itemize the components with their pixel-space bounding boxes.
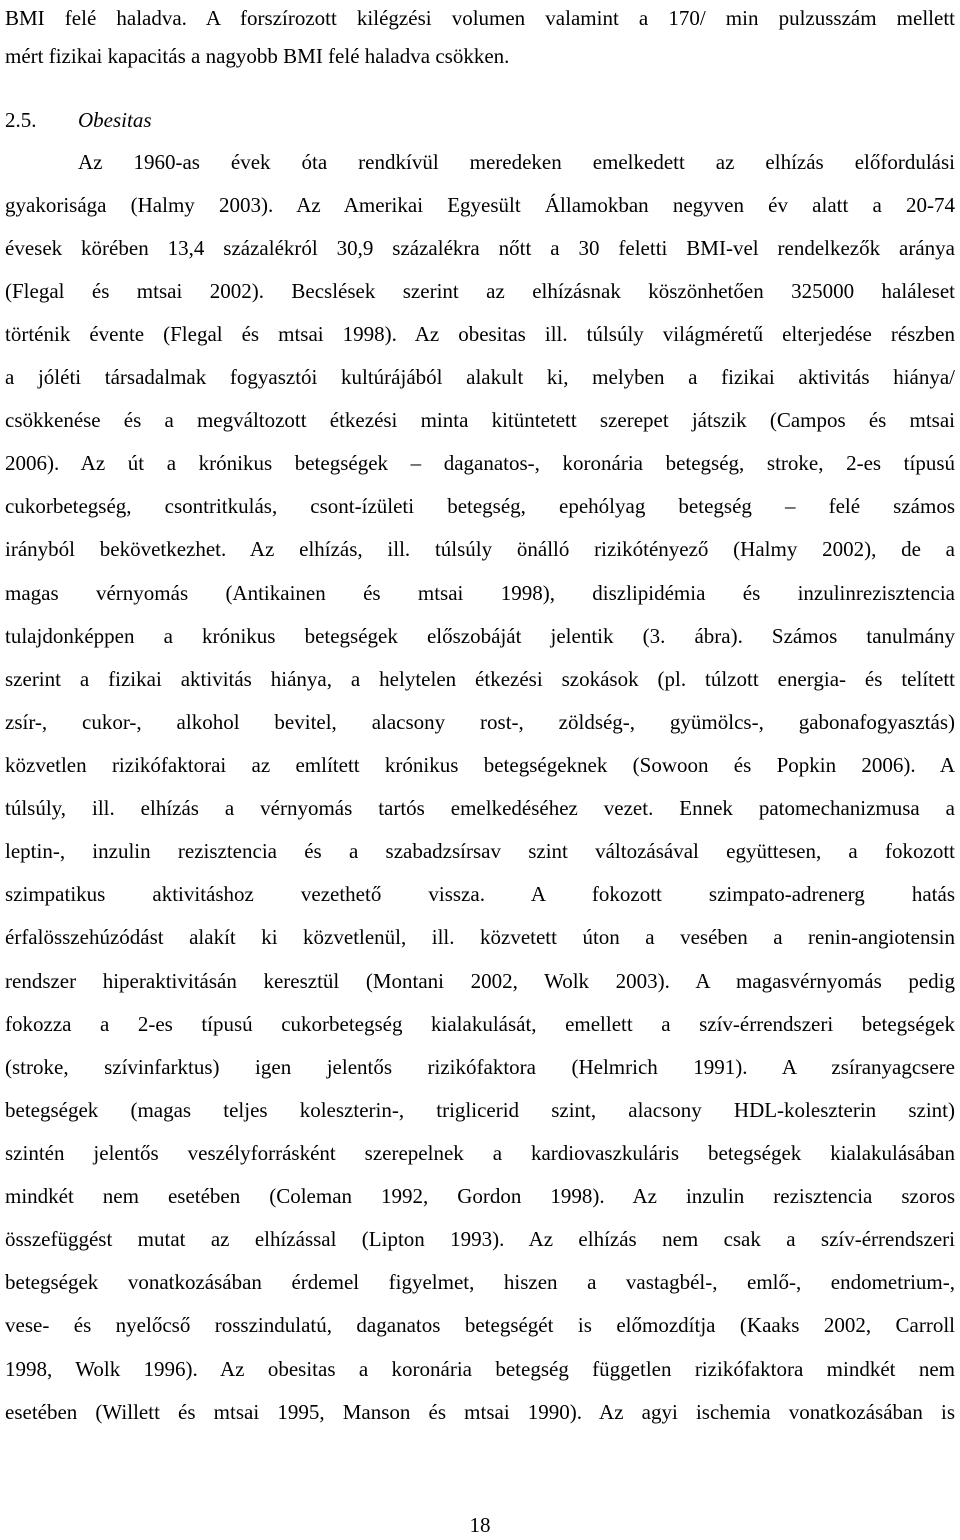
paragraph-line: 1998, Wolk 1996). Az obesitas a koronária betegség független rizikófaktora mindkét nem <box>5 1357 955 1381</box>
paragraph-line: érfalösszehúzódást alakít ki közvetlenül, ill. közvetett úton a vesében a renin-angiotensin <box>5 925 955 949</box>
paragraph-line: cukorbetegség, csontritkulás, csont-ízületi betegség, epehólyag betegség – felé számos <box>5 494 955 518</box>
paragraph-line: (stroke, szívinfarktus) igen jelentős rizikófaktora (Helmrich 1991). A zsíranyagcsere <box>5 1055 955 1079</box>
paragraph-line: leptin-, inzulin rezisztencia és a szabadzsírsav szint változásával együttesen, a fokozott <box>5 839 955 863</box>
paragraph-line: betegségek vonatkozásában érdemel figyelmet, hiszen a vastagbél-, emlő-, endometrium-, <box>5 1270 955 1294</box>
paragraph-line: esetében (Willett és mtsai 1995, Manson és mtsai 1990). Az agyi ischemia vonatkozásában is <box>5 1400 955 1424</box>
paragraph-line: betegségek (magas teljes koleszterin-, triglicerid szint, alacsony HDL-koleszterin szint) <box>5 1098 955 1122</box>
paragraph-line: történik évente (Flegal és mtsai 1998). Az obesitas ill. túlsúly világméretű elterjedése részben <box>5 322 955 346</box>
paragraph-line: fokozza a 2-es típusú cukorbetegség kialakulását, emellett a szív-érrendszeri betegségek <box>5 1012 955 1036</box>
paragraph-line: mért fizikai kapacitás a nagyobb BMI felé haladva csökken. <box>5 44 510 68</box>
paragraph-line: 2006). Az út a krónikus betegségek – daganatos-, koronária betegség, stroke, 2-es típusú <box>5 451 955 475</box>
paragraph-line: gyakorisága (Halmy 2003). Az Amerikai Egyesült Államokban negyven év alatt a 20-74 <box>5 193 955 217</box>
paragraph-line: BMI felé haladva. A forszírozott kilégzési volumen valamint a 170/ min pulzusszám mellett <box>5 6 955 30</box>
paragraph-line: a jóléti társadalmak fogyasztói kultúrájából alakult ki, melyben a fizikai aktivitás hiánya/ <box>5 365 955 389</box>
section-title: Obesitas <box>78 108 152 132</box>
section-heading <box>5 102 955 138</box>
paragraph-line: vese- és nyelőcső rosszindulatú, daganatos betegségét is előmozdítja (Kaaks 2002, Carroll <box>5 1313 955 1337</box>
paragraph-line: évesek körében 13,4 százalékról 30,9 százalékra nőtt a 30 feletti BMI-vel rendelkezők aránya <box>5 236 955 260</box>
paragraph-line: csökkenése és a megváltozott étkezési minta kitüntetett szerepet játszik (Campos és mtsai <box>5 408 955 432</box>
paragraph-line: magas vérnyomás (Antikainen és mtsai 1998), diszlipidémia és inzulinrezisztencia <box>5 581 955 605</box>
paragraph-line: összefüggést mutat az elhízással (Lipton 1993). Az elhízás nem csak a szív-érrendszeri <box>5 1227 955 1251</box>
paragraph-line: mindkét nem esetében (Coleman 1992, Gordon 1998). Az inzulin rezisztencia szoros <box>5 1184 955 1208</box>
paragraph-line: irányból bekövetkezhet. Az elhízás, ill. túlsúly önálló rizikótényező (Halmy 2002), de a <box>5 537 955 561</box>
page-number: 18 <box>469 1513 491 1537</box>
paragraph-line: túlsúly, ill. elhízás a vérnyomás tartós emelkedéséhez vezet. Ennek patomechanizmusa a <box>5 796 955 820</box>
paragraph-line: közvetlen rizikófaktorai az említett krónikus betegségeknek (Sowoon és Popkin 2006). A <box>5 753 955 777</box>
paragraph-line: szimpatikus aktivitáshoz vezethető vissza. A fokozott szimpato-adrenerg hatás <box>5 882 955 906</box>
paragraph-line: tulajdonképpen a krónikus betegségek előszobáját jelentik (3. ábra). Számos tanulmány <box>5 624 955 648</box>
paragraph-line: rendszer hiperaktivitásán keresztül (Montani 2002, Wolk 2003). A magasvérnyomás pedig <box>5 969 955 993</box>
paragraph-line: (Flegal és mtsai 2002). Becslések szerint az elhízásnak köszönhetően 325000 haláleset <box>5 279 955 303</box>
paragraph-line: szintén jelentős veszélyforrásként szerepelnek a kardiovaszkuláris betegségek kialakulásában <box>5 1141 955 1165</box>
paragraph-line: szerint a fizikai aktivitás hiánya, a helytelen étkezési szokások (pl. túlzott energia- és telített <box>5 667 955 691</box>
paragraph-line: Az 1960-as évek óta rendkívül meredeken emelkedett az elhízás előfordulási <box>78 150 955 174</box>
paragraph-line: zsír-, cukor-, alkohol bevitel, alacsony rost-, zöldség-, gyümölcs-, gabonafogyasztás) <box>5 710 955 734</box>
section-number: 2.5. <box>5 108 37 132</box>
